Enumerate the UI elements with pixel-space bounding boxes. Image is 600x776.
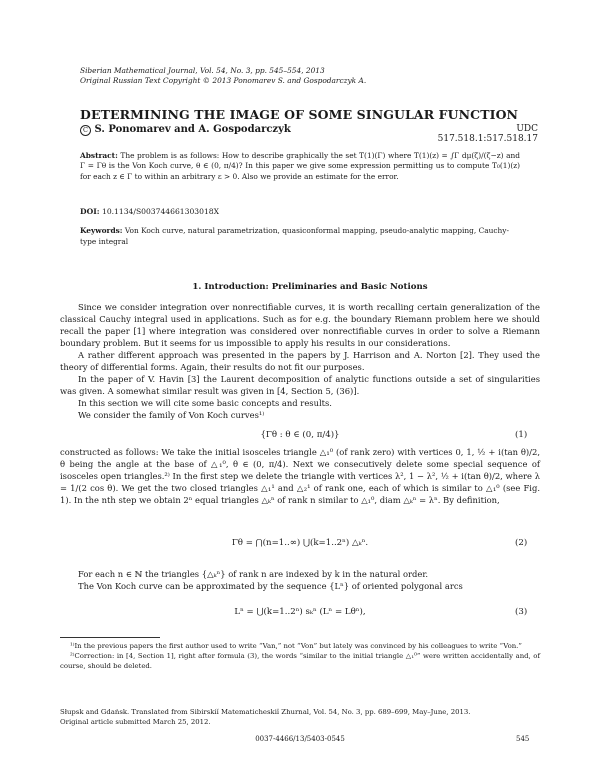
copyright-icon: C (80, 125, 91, 136)
footnote-2: ²⁾Correction: in [4, Section 1], right after formula (3), the words “similar to the initial triangle △₁⁰” were written accidentally and, of course, should be deleted. (60, 652, 540, 670)
original-copyright: Original Russian Text Copyright © 2013 Ponomarev S. and Gospodarczyk A. (80, 76, 367, 85)
doi-value[interactable]: 10.1134/S003744661303018X (101, 207, 220, 216)
equation-1-number: (1) (515, 430, 528, 440)
journal-header (80, 66, 366, 86)
equation-3-number: (3) (515, 607, 528, 617)
equation-2-number: (2) (515, 538, 528, 548)
paragraph-7: For each n ∈ ℕ the triangles {△ₖⁿ} of rank n are indexed by k in the natural order. (78, 569, 429, 579)
translation-source: Słupsk and Gdańsk. Translated from Sibirskiĭ Matematicheskiĭ Zhurnal, Vol. 54, No. 3, pp. 689–699, May–June, 2013. (60, 708, 471, 716)
indexing-block (60, 568, 540, 592)
keywords (80, 225, 520, 247)
construction-paragraph (60, 446, 540, 506)
paragraph-3: In the paper of V. Havin [3] the Laurent decomposition of analytic functions outside a set of singularities was given. A somewhat similar result was given in [4, Section 5, (36)]. (60, 374, 540, 396)
authors-line (80, 124, 291, 136)
section-heading: 1. Introduction: Preliminaries and Basic Notions (192, 282, 428, 292)
paragraph-2: A rather different approach was presented in the papers by J. Harrison and A. Norton [2]. They used the theory of differential forms. Again, their results do not fit our purposes. (60, 350, 540, 372)
issn-code: 0037-4466/13/5403-0545 (255, 735, 345, 743)
doi (80, 207, 219, 216)
paragraph-1: Since we consider integration over nonrectifiable curves, it is worth recalling certain generalization of the classical Cauchy integral used in applications. Such as for e.g. the boundary Riemann problem here we should recall the paper [1] where integration was considered over nonrectifiable curves in order to solve a Riemann boundary problem. But it seems for us impossible to apply his results in our considerations. (60, 302, 540, 348)
footnote-rule (60, 637, 160, 638)
equation-1: {Γθ : θ ∈ (0, π/4)} (260, 430, 340, 440)
footnote-1: ¹⁾In the previous papers the first author used to write “Van,” not “Von” but lately was convinced by his colleagues to write “Von.” (70, 642, 522, 650)
intro-block (60, 301, 540, 421)
authors: S. Ponomarev and A. Gospodarczyk (94, 124, 291, 135)
paragraph-4: In this section we will cite some basic concepts and results. (78, 398, 332, 408)
paragraph-8: The Von Koch curve can be approximated by the sequence {Lⁿ} of oriented polygonal arcs (78, 581, 463, 591)
keywords-label: Keywords: (80, 226, 123, 235)
paper-title: DETERMINING THE IMAGE OF SOME SINGULAR FUNCTION (80, 107, 519, 122)
translation-note (60, 707, 540, 727)
equation-2: Γθ = ⋂(n=1..∞) ⋃(k=1..2ⁿ) △ₖⁿ. (231, 538, 369, 548)
equation-3: Lⁿ = ⋃(k=1..2ⁿ) sₖⁿ (Lⁿ = Lθⁿ), (234, 607, 366, 617)
doi-label: DOI: (80, 207, 100, 216)
journal-citation: Siberian Mathematical Journal, Vol. 54, No. 3, pp. 545–554, 2013 (80, 66, 325, 75)
abstract-text: The problem is as follows: How to describe graphically the set T(1)(Γ) where T(1)(z) = ∫Γ dμ(ζ)/(ζ−z) and Γ = Γθ is the Von Koch curve, θ ∈ (0, π/4)? In this paper we give some expression permitting us to compute T₀(1)(z) for each z ∈ Γ to within an arbitrary ε > 0. Also we provide an estimate for the error. (80, 151, 520, 181)
footnotes (60, 641, 540, 671)
paragraph-5: We consider the family of Von Koch curves¹⁾ (78, 410, 265, 420)
submission-date: Original article submitted March 25, 2012. (60, 718, 211, 726)
abstract (80, 151, 520, 182)
paragraph-6: constructed as follows: We take the initial isosceles triangle △₁⁰ (of rank zero) with vertices 0, 1, ½ + i(tan θ)/2, θ being the angle at the base of △₁⁰, θ ∈ (0, π/4). Next we consecutively delete some special sequence of isosceles open triangles.²⁾ In the first step we delete the triangle with vertices λ², 1 − λ², ½ + i(tan θ)/2, where λ = 1/(2 cos θ). We get the two closed triangles △₁¹ and △₂¹ of rank one, each of which is similar to △₁⁰ (see Fig. 1). In the nth step we obtain 2ⁿ equal triangles △ₖⁿ of rank n similar to △₁⁰, diam △ₖⁿ = λⁿ. By definition, (60, 447, 540, 505)
udc-code: UDC 517.518.1:517.518.17 (437, 124, 538, 144)
abstract-label: Abstract: (80, 151, 118, 160)
keywords-text: Von Koch curve, natural parametrization, quasiconformal mapping, pseudo-analytic mapping, Cauchy-type integral (80, 226, 509, 246)
page-number: 545 (516, 735, 530, 743)
